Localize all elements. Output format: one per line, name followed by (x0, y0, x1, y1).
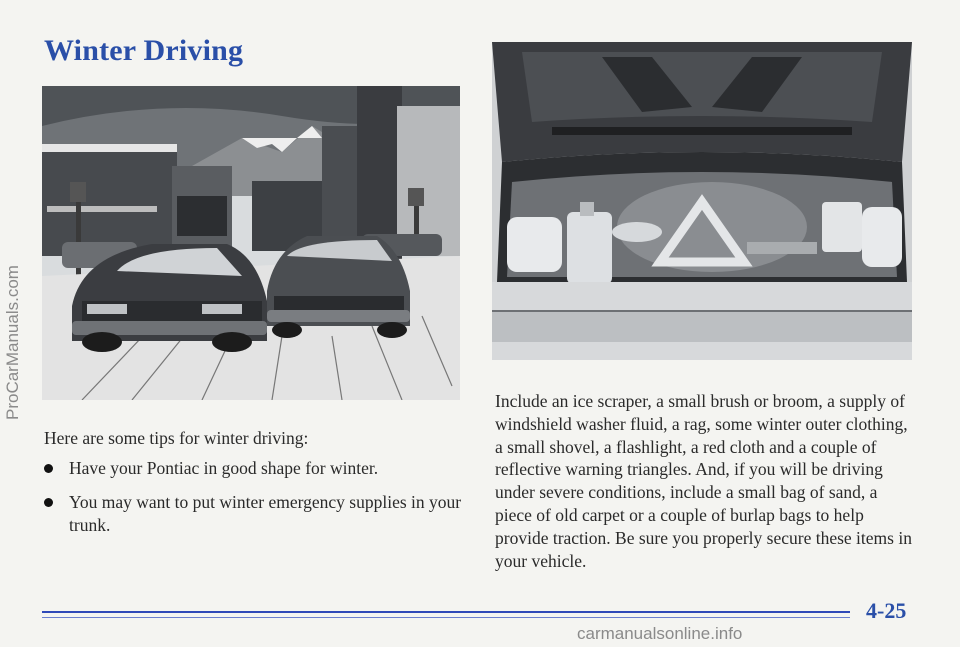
bottom-watermark: carmanualsonline.info (577, 624, 743, 643)
footer-rule (42, 611, 850, 613)
side-watermark: ProCarManuals.com (3, 265, 22, 420)
bullet-text: You may want to put winter emergency supplies in your trunk. (69, 492, 462, 535)
trunk-supplies-illustration (492, 42, 912, 360)
intro-text: Here are some tips for winter driving: (44, 428, 309, 448)
footer-rule-thin (42, 617, 850, 618)
winter-street-illustration (42, 86, 460, 400)
list-item (44, 457, 464, 480)
tips-list (44, 457, 464, 548)
list-item (44, 491, 464, 537)
page-number: 4-25 (866, 598, 907, 623)
bullet-icon (44, 464, 53, 473)
supplies-paragraph: Include an ice scraper, a small brush or broom, a supply of windshield washer fluid, a rag, some winter outer clothing, a small shovel, a flashlight, a red cloth and a couple of reflective warning triangles. And, if you will be driving under severe conditions, include a small bag of sand, a piece of old carpet or a couple of burlap bags to help provide traction. Be sure you properly secure these items in your vehicle. (495, 391, 912, 571)
bullet-icon (44, 498, 53, 507)
bullet-text: Have your Pontiac in good shape for winter. (69, 458, 379, 478)
page-title: Winter Driving (44, 34, 244, 67)
